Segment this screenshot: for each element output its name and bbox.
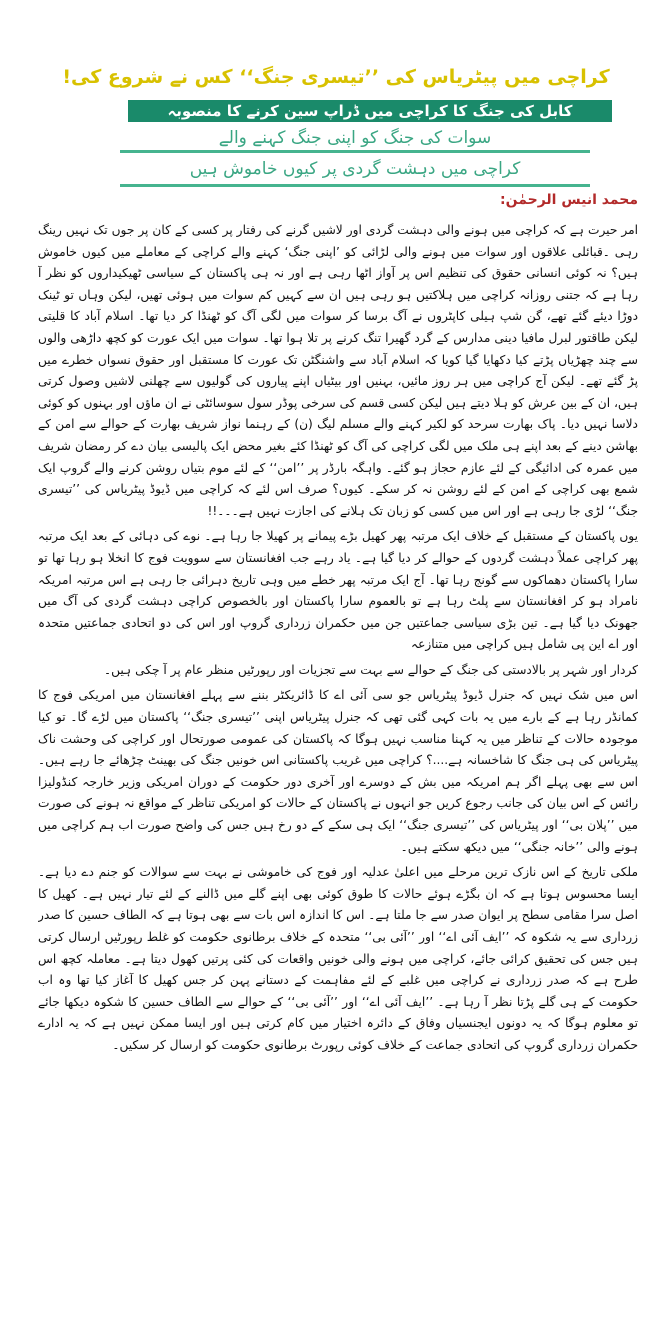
paragraph: یوں پاکستان کے مستقبل کے خلاف ایک مرتبہ پھر کھیل بڑے پیمانے پر کھیلا جا رہا ہے۔ نوے کی دہائی کے بعد ایک مرتبہ پھر کراچی عملاً دہشت گردوں کے حوالے کر دیا گیا ہے۔ یاد رہے جب افغانستان سے سوویت فوج کا انخلا ہو رہا تھا تو سارا پاکستان دھماکوں سے گونج رہا تھا۔ آج ایک مرتبہ پھر خطے میں وہی تاریخ دہرائی جا رہی ہے اس مرتبہ امریکہ نامراد ہو کر افغانستان سے پلٹ رہا ہے تو بالعموم سارا پاکستان اور بالخصوص کراچی دہشت گردی کی آگ میں جھونک دیا گیا ہے۔ تین بڑی سیاسی جماعتیں جن میں حکمران زرداری گروپ اور اس کی دو اتحادی جماعتیں متحدہ اور اے این پی شامل ہیں کراچی میں متنازعہ (38, 529, 638, 652)
author-byline: محمد انیس الرحمٰن: (500, 192, 638, 208)
main-headline: کراچی میں پیٹریاس کی ’’تیسری جنگ‘‘ کس نے شروع کی! (62, 66, 610, 88)
subheadline-line-1: سوات کی جنگ کو اپنی جنگ کہنے والے (120, 126, 590, 153)
paragraph: ملکی تاریخ کے اس نازک ترین مرحلے میں اعلیٰ عدلیہ اور فوج کی خاموشی نے بہت سے سوالات کو جنم دے دیا ہے۔ ایسا محسوس ہوتا ہے کہ ان بگڑے ہوئے حالات کا طوق کوئی بھی اپنے گلے میں ڈالنے کے لئے تیار نہیں ہے۔ کھیل کا اصل سرا مقامی سطح پر ایوان صدر سے جا ملتا ہے۔ اس کا اندازہ اس بات سے بھی ہوتا ہے کہ الطاف حسین کا صدر زرداری سے یہ شکوہ کہ ’’ایف آئی اے‘‘ اور ’’آئی بی‘‘ متحدہ کے خلاف برطانوی حکومت کو غلط رپورٹیں ارسال کرتی ہیں جس کی تحقیق کرائی جائے، کراچی میں ہونے والی خونیں واقعات کی کئی پرتیں کھول دیتا ہے۔ معاملہ کچھ اس طرح ہے کہ صدر زرداری نے کراچی میں غلبے کے لئے مفاہمت کے دستانے پہن کر جس کھیل کا آغاز کیا تھا وہ اب حکومت کے ہی گلے پڑتا نظر آ رہا ہے۔ ’’ایف آئی اے‘‘ اور ’’آئی بی‘‘ کے حوالے سے الطاف حسین کا شکوہ دیکھا جائے تو معلوم ہوگا کہ یہ دونوں ایجنسیاں وفاق کے دائرہ اختیار میں کام کرتی ہیں اور ایسا ممکن نہیں ہے کہ یہ ادارے حکمران زرداری گروپ کی اتحادی جماعت کے خلاف کوئی رپورٹ برطانوی حکومت کو ارسال کر سکیں۔ (38, 865, 638, 1052)
paragraph: امر حیرت ہے کہ کراچی میں ہونے والی دہشت گردی اور لاشیں گرنے کی رفتار پر کسی کے کان پر جوں تک نہیں رینگ رہی ۔قبائلی علاقوں اور سوات میں ہونے والی لڑائی کو ’اپنی جنگ‘ کہنے والے کراچی کے معاملے میں کیوں خاموش ہیں؟ نہ کوئی انسانی حقوق کی تنظیم اس پر آواز اٹھا رہی ہے اور نہ ہی پاکستان کے سیاسی ٹھیکیداروں کو نظر آ رہا ہے کہ جتنی روزانہ کراچی میں ہلاکتیں ہو رہی ہیں ان سے کہیں کم سوات میں ہوئی تھیں، لیکن وہاں تو ٹینک دوڑا دیئے گئے تھے، گن شپ ہیلی کاپٹروں نے آگ برسا کر سوات میں لگی آگ کو ٹھنڈا کر دیا تھا۔ اسلام آباد کا قلیتی لیکن طاقتور لبرل مافیا دینی مدارس کے گرد گھیرا تنگ کرنے پر تلا ہوا تھا۔ سوات میں ایک عورت کو کچھ داڑھی والوں سے چند چھڑیاں پڑتے کیا دکھایا گیا کویا کہ اسلام آباد سے واشنگٹن تک عورت کا مستقبل اور حقوق نسواں خطرے میں پڑ گئے تھے۔ لیکن آج کراچی میں ہر روز مائیں، بہنیں اور بیٹیاں اپنے پیاروں کی گولیوں سے چھلنی لاشیں وصول کرتی ہیں، ان کے بین عرش کو ہلا دیتے ہیں لیکن کسی قسم کی سرخی پوڈر سول سوسائٹی نے ان ماؤں اور بہنوں کو کوئی دلاسا نہیں دیا۔ پاک بھارت سرحد کو لکیر کہنے والے مسلم لیگ (ن) کے رہنما نواز شریف بھارت کے حوالے سے امن کے بھاشن دینے کے بعد اپنے ہی ملک میں لگی کراچی کی آگ کو ٹھنڈا کئے بغیر محض ایک پالیسی بیان دے کر رمضان شریف میں عمرہ کی ادائیگی کے لئے عازم حجاز ہو گئے۔ واہگہ بارڈر پر ’’امن‘‘ کے لئے موم بتیاں روشن کرنے والے گروپ ایک شمع بھی کراچی کے امن کے لئے روشن نہ کر سکے۔ کیوں؟ صرف اس لئے کہ کراچی میں ڈیوڈ پیٹریاس کی ’’تیسری جنگ‘‘ لڑی جا رہی ہے اور اس میں کسی کو زبان تک ہلانے کی اجازت نہیں ہے۔۔۔!! (38, 223, 638, 518)
paragraph: اس میں شک نہیں کہ جنرل ڈیوڈ پیٹریاس جو سی آئی اے کا ڈائریکٹر بننے سے پہلے افغانستان میں امریکی فوج کا کمانڈر رہا ہے کے بارے میں یہ بات کہی گئی تھی کہ جنرل پیٹریاس اپنی ’’تیسری جنگ‘‘ پاکستان میں لڑے گا۔ تو کیا موجودہ حالات کے تناظر میں یہ کہنا مناسب نہیں ہوگا کہ پاکستان کی عمومی صورتحال اور کراچی کی وحشت ناک پیٹریاس کی ہی جنگ کا شاخسانہ ہے....؟ کراچی میں غریب پاکستانی اس خونیں جنگ کی بھینٹ چڑھائے جا رہے ہیں۔ اس سے بھی پہلے اگر ہم امریکہ میں بش کے دوسرے اور آخری دور حکومت کے دوران امریکی وزیر خارجہ کنڈولیزا رائس کے اس بیان کی جانب رجوع کریں جو انہوں نے پاکستان کے حالات کو امریکی تناظر کے مواقع نہ ہونے کی صورت میں ’’پلان بی‘‘ اور پیٹریاس کی ’’تیسری جنگ‘‘ ایک ہی سکے کے دو رخ ہیں جس کی واضح صورت اب ہم کراچی میں ہونے والی ’’خانہ جنگی‘‘ میں دیکھ سکتے ہیں۔ (38, 688, 638, 854)
subheadline-line-2: کراچی میں دہشت گردی پر کیوں خاموش ہیں (120, 154, 590, 187)
sub-headline-banner: کابل کی جنگ کا کراچی میں ڈراپ سین کرنے کا منصوبہ (128, 100, 612, 122)
article-body (38, 220, 638, 1332)
paragraph: کردار اور شہر پر بالادستی کی جنگ کے حوالے سے بہت سے تجزیات اور رپورٹیں منظر عام پر آ چکی ہیں۔ (103, 662, 638, 677)
